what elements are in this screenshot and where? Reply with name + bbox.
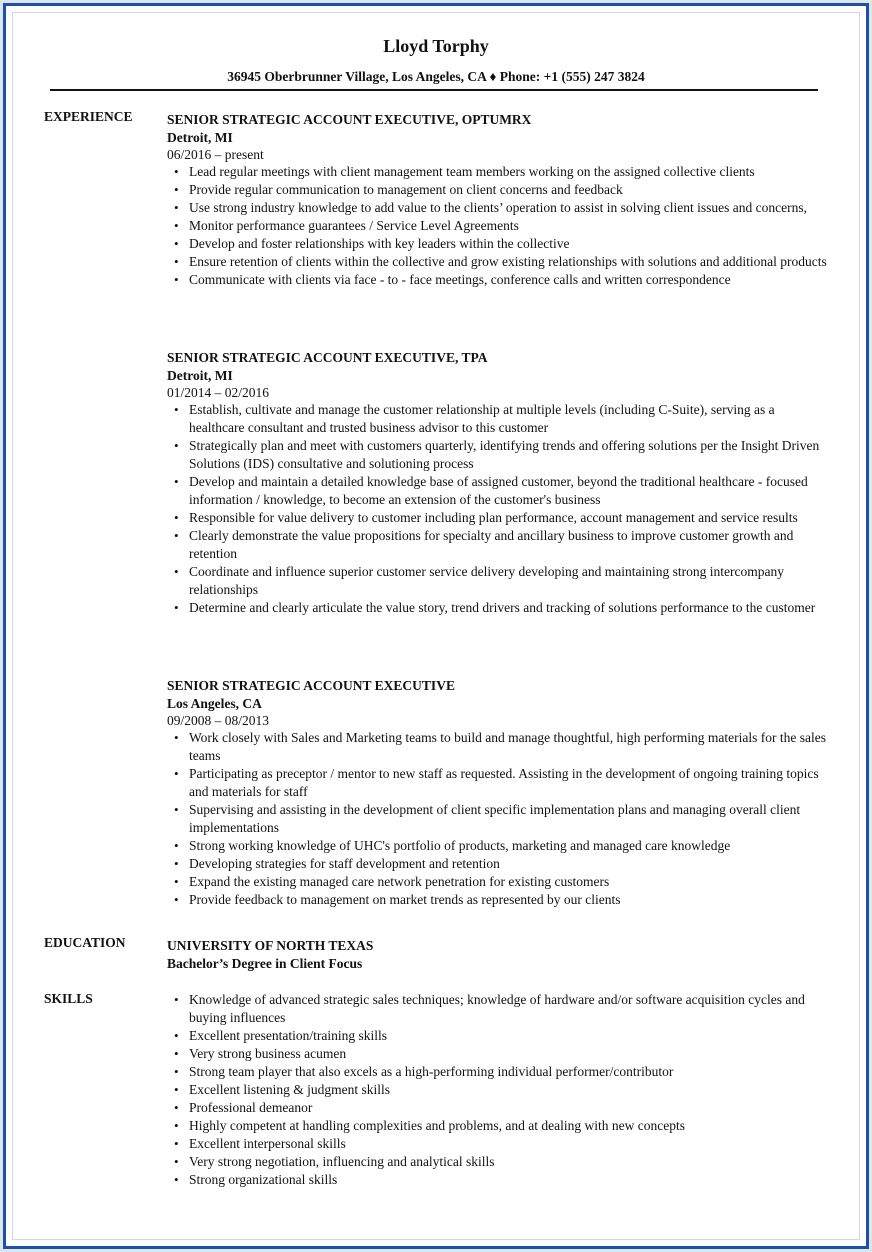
- list-item: • Excellent presentation/training skills: [189, 1027, 827, 1045]
- job-title: SENIOR STRATEGIC ACCOUNT EXECUTIVE: [167, 678, 455, 693]
- job-location: Detroit, MI: [167, 368, 233, 383]
- job-title: SENIOR STRATEGIC ACCOUNT EXECUTIVE, TPA: [167, 350, 488, 365]
- list-item: • Professional demeanor: [189, 1099, 827, 1117]
- education-entry: [167, 936, 827, 972]
- list-item: • Highly competent at handling complexities and problems, and at dealing with new concepts: [189, 1117, 827, 1135]
- list-item: • Provide regular communication to management on client concerns and feedback: [189, 181, 827, 199]
- list-item: • Participating as preceptor / mentor to new staff as requested. Assisting in the development of ongoing training topics and materials for staff: [189, 765, 827, 801]
- list-item: • Determine and clearly articulate the value story, trend drivers and tracking of solutions performance to the customer: [189, 599, 827, 617]
- job-dates: 06/2016 – present: [167, 147, 264, 162]
- list-item: • Responsible for value delivery to customer including plan performance, account management and service results: [189, 509, 827, 527]
- list-item: • Coordinate and influence superior customer service delivery developing and maintaining strong intercompany relationships: [189, 563, 827, 599]
- header-divider: [50, 89, 818, 91]
- resume-page: [3, 3, 869, 1249]
- list-item: • Strategically plan and meet with customers quarterly, identifying trends and offering solutions per the Insight Driven Solutions (IDS) consultative and solutioning process: [189, 437, 827, 473]
- list-item: • Strong organizational skills: [189, 1171, 827, 1189]
- section-label-education: EDUCATION: [44, 935, 126, 950]
- list-item: • Expand the existing managed care network penetration for existing customers: [189, 873, 827, 891]
- list-item: • Clearly demonstrate the value propositions for specialty and ancillary business to improve customer growth and retention: [189, 527, 827, 563]
- list-item: • Lead regular meetings with client management team members working on the assigned collective clients: [189, 163, 827, 181]
- skills-list: [167, 991, 827, 1189]
- list-item: • Develop and maintain a detailed knowledge base of assigned customer, beyond the traditional healthcare - focused information / knowledge, to become an extension of the customer's business: [189, 473, 827, 509]
- list-item: • Developing strategies for staff development and retention: [189, 855, 827, 873]
- section-label-experience: EXPERIENCE: [44, 109, 133, 124]
- list-item: • Establish, cultivate and manage the customer relationship at multiple levels (including C-Suite), serving as a healthcare consultant and trusted business advisor to this customer: [189, 401, 827, 437]
- section-label-skills: SKILLS: [44, 991, 93, 1006]
- list-item: • Excellent interpersonal skills: [189, 1135, 827, 1153]
- job-location: Los Angeles, CA: [167, 696, 262, 711]
- job-bullets: [167, 729, 827, 909]
- list-item: • Strong working knowledge of UHC's portfolio of products, marketing and managed care knowledge: [189, 837, 827, 855]
- list-item: • Use strong industry knowledge to add value to the clients’ operation to assist in solving client issues and concerns,: [189, 199, 827, 217]
- list-item: • Ensure retention of clients within the collective and grow existing relationships with solutions and additional products: [189, 253, 827, 271]
- list-item: • Communicate with clients via face - to - face meetings, conference calls and written correspondence: [189, 271, 827, 289]
- job-bullets: [167, 401, 827, 617]
- list-item: • Knowledge of advanced strategic sales techniques; knowledge of hardware and/or software acquisition cycles and buying influences: [189, 991, 827, 1027]
- list-item: • Excellent listening & judgment skills: [189, 1081, 827, 1099]
- job-entry: [167, 348, 827, 617]
- candidate-name: Lloyd Torphy: [383, 36, 489, 56]
- job-bullets: [167, 163, 827, 289]
- job-entry: [167, 676, 827, 909]
- list-item: • Very strong business acumen: [189, 1045, 827, 1063]
- degree: Bachelor’s Degree in Client Focus: [167, 956, 363, 971]
- list-item: • Work closely with Sales and Marketing teams to build and manage thoughtful, high performing materials for the sales teams: [189, 729, 827, 765]
- list-item: • Strong team player that also excels as a high-performing individual performer/contributor: [189, 1063, 827, 1081]
- contact-line: 36945 Oberbrunner Village, Los Angeles, CA ♦ Phone: +1 (555) 247 3824: [227, 69, 645, 84]
- list-item: • Provide feedback to management on market trends as represented by our clients: [189, 891, 827, 909]
- list-item: • Develop and foster relationships with key leaders within the collective: [189, 235, 827, 253]
- list-item: • Very strong negotiation, influencing and analytical skills: [189, 1153, 827, 1171]
- skills-entry: [167, 991, 827, 1189]
- list-item: • Supervising and assisting in the development of client specific implementation plans and managing overall client implementations: [189, 801, 827, 837]
- job-entry: [167, 110, 827, 289]
- job-dates: 01/2014 – 02/2016: [167, 385, 270, 400]
- list-item: • Monitor performance guarantees / Service Level Agreements: [189, 217, 827, 235]
- job-location: Detroit, MI: [167, 130, 233, 145]
- job-dates: 09/2008 – 08/2013: [167, 713, 270, 728]
- school-name: UNIVERSITY OF NORTH TEXAS: [167, 938, 374, 953]
- job-title: SENIOR STRATEGIC ACCOUNT EXECUTIVE, OPTUMRX: [167, 112, 532, 127]
